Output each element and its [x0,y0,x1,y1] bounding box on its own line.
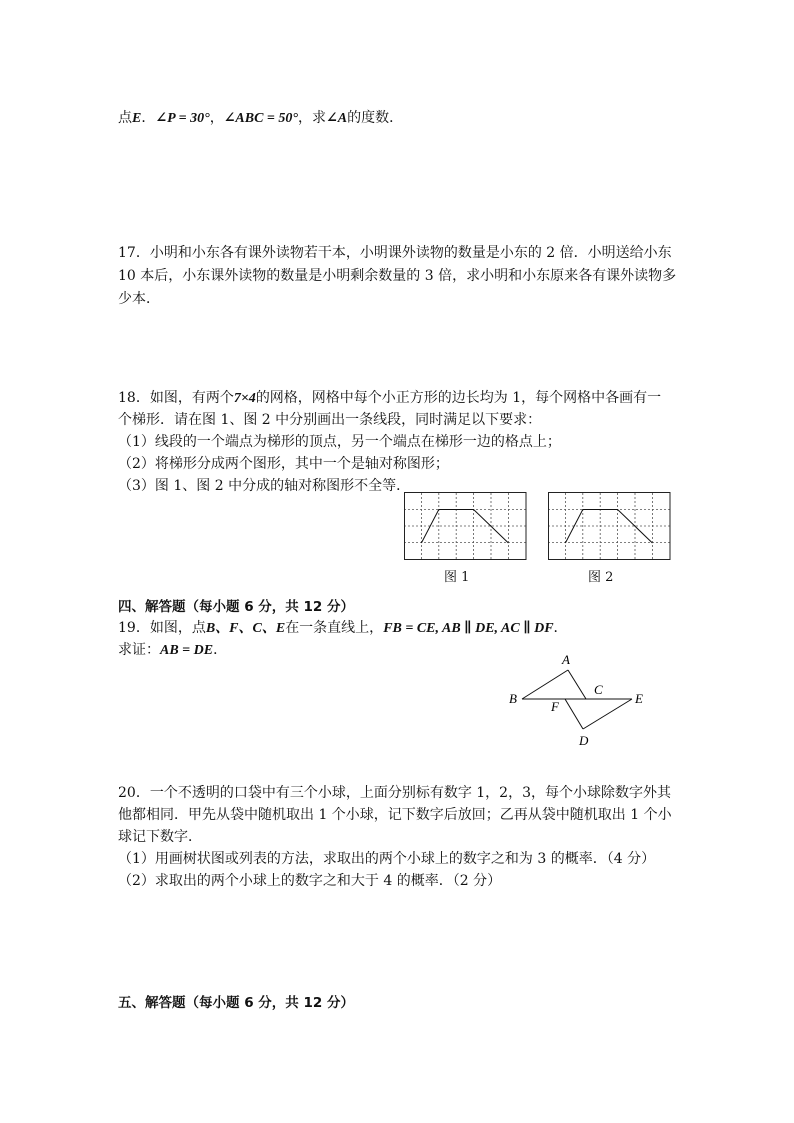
q19-points: B、F、C、E [205,621,286,636]
q18-req-2: （2）将梯形分成两个图形，其中一个是轴对称图形； [118,456,449,472]
q19-prove-stmt: AB = DE [160,643,214,658]
figure-1-caption: 图 1 [444,570,470,585]
q19-prove-line: 求证：AB = DE． [118,642,228,658]
grid-size: 7×4 [233,391,256,406]
q20-sub-1: （1）用画树状图或列表的方法，求取出的两个小球上的数字之和为 3 的概率．（4 分） [118,851,656,867]
section-4-title: 四、解答题（每小题 6 分，共 12 分） [118,599,354,615]
q20-line-3: 球记下数字． [118,829,202,845]
q20-line-2: 他都相同．甲先从袋中随机取出 1 个小球，记下数字后放回；乙再从袋中随机取出 1 个小 [118,807,672,823]
q19-conditions: FB = CE, AB ∥ DE, AC ∥ DF [383,621,554,636]
q20-line-1: 20．一个不透明的口袋中有三个小球，上面分别标有数字 1，2，3，每个小球除数字外其 [118,785,671,801]
grid-figure-1 [404,492,528,562]
label-b: B [509,691,517,706]
angle-a: ∠A [326,111,348,126]
grid-figure-2 [548,492,672,562]
q18-req-1: （1）线段的一个端点为梯形的顶点，另一个端点在梯形一边的格点上； [118,434,561,450]
q17-line-2: 10 本后，小东课外读物的数量是小明剩余数量的 3 倍，求小明和小东原来各有课外读物多 [118,268,677,284]
label-e: E [635,691,643,706]
label-a: A [562,652,570,667]
q18-line-1: 18．如图，有两个7×4的网格，网格中每个小正方形的边长均为 1，每个网格中各画有一 [118,390,662,406]
segment-ac [568,670,586,699]
q20-sub-2: （2）求取出的两个小球上的数字之和大于 4 的概率．（2 分） [118,873,502,889]
q16-tail-line: 点E．∠P = 30°，∠ABC = 50°，求∠A的度数． [118,110,404,126]
point-e: E [132,111,142,126]
label-c: C [594,682,603,697]
q18-req-3: （3）图 1、图 2 中分成的轴对称图形不全等． [118,478,411,494]
angle-abc: ∠ABC = 50° [223,111,299,126]
section-5-title: 五、解答题（每小题 6 分，共 12 分） [118,995,354,1011]
q19-figure [500,650,660,750]
label-d: D [579,733,589,748]
segment-ed [583,699,632,729]
segment-ab [522,670,568,699]
label-f: F [551,699,559,714]
q19-line-1: 19．如图，点B、F、C、E在一条直线上，FB = CE, AB ∥ DE, AC ∥ DF． [118,620,568,636]
figure-2-caption: 图 2 [588,570,614,585]
q17-line-3: 少本． [118,291,160,307]
segment-fd [565,699,583,729]
q18-line-2: 个梯形．请在图 1、图 2 中分别画出一条线段，同时满足以下要求： [118,412,542,428]
angle-p: ∠P = 30° [155,111,210,126]
q17-line-1: 17．小明和小东各有课外读物若干本，小明课外读物的数量是小东的 2 倍．小明送给小东 [118,245,672,261]
